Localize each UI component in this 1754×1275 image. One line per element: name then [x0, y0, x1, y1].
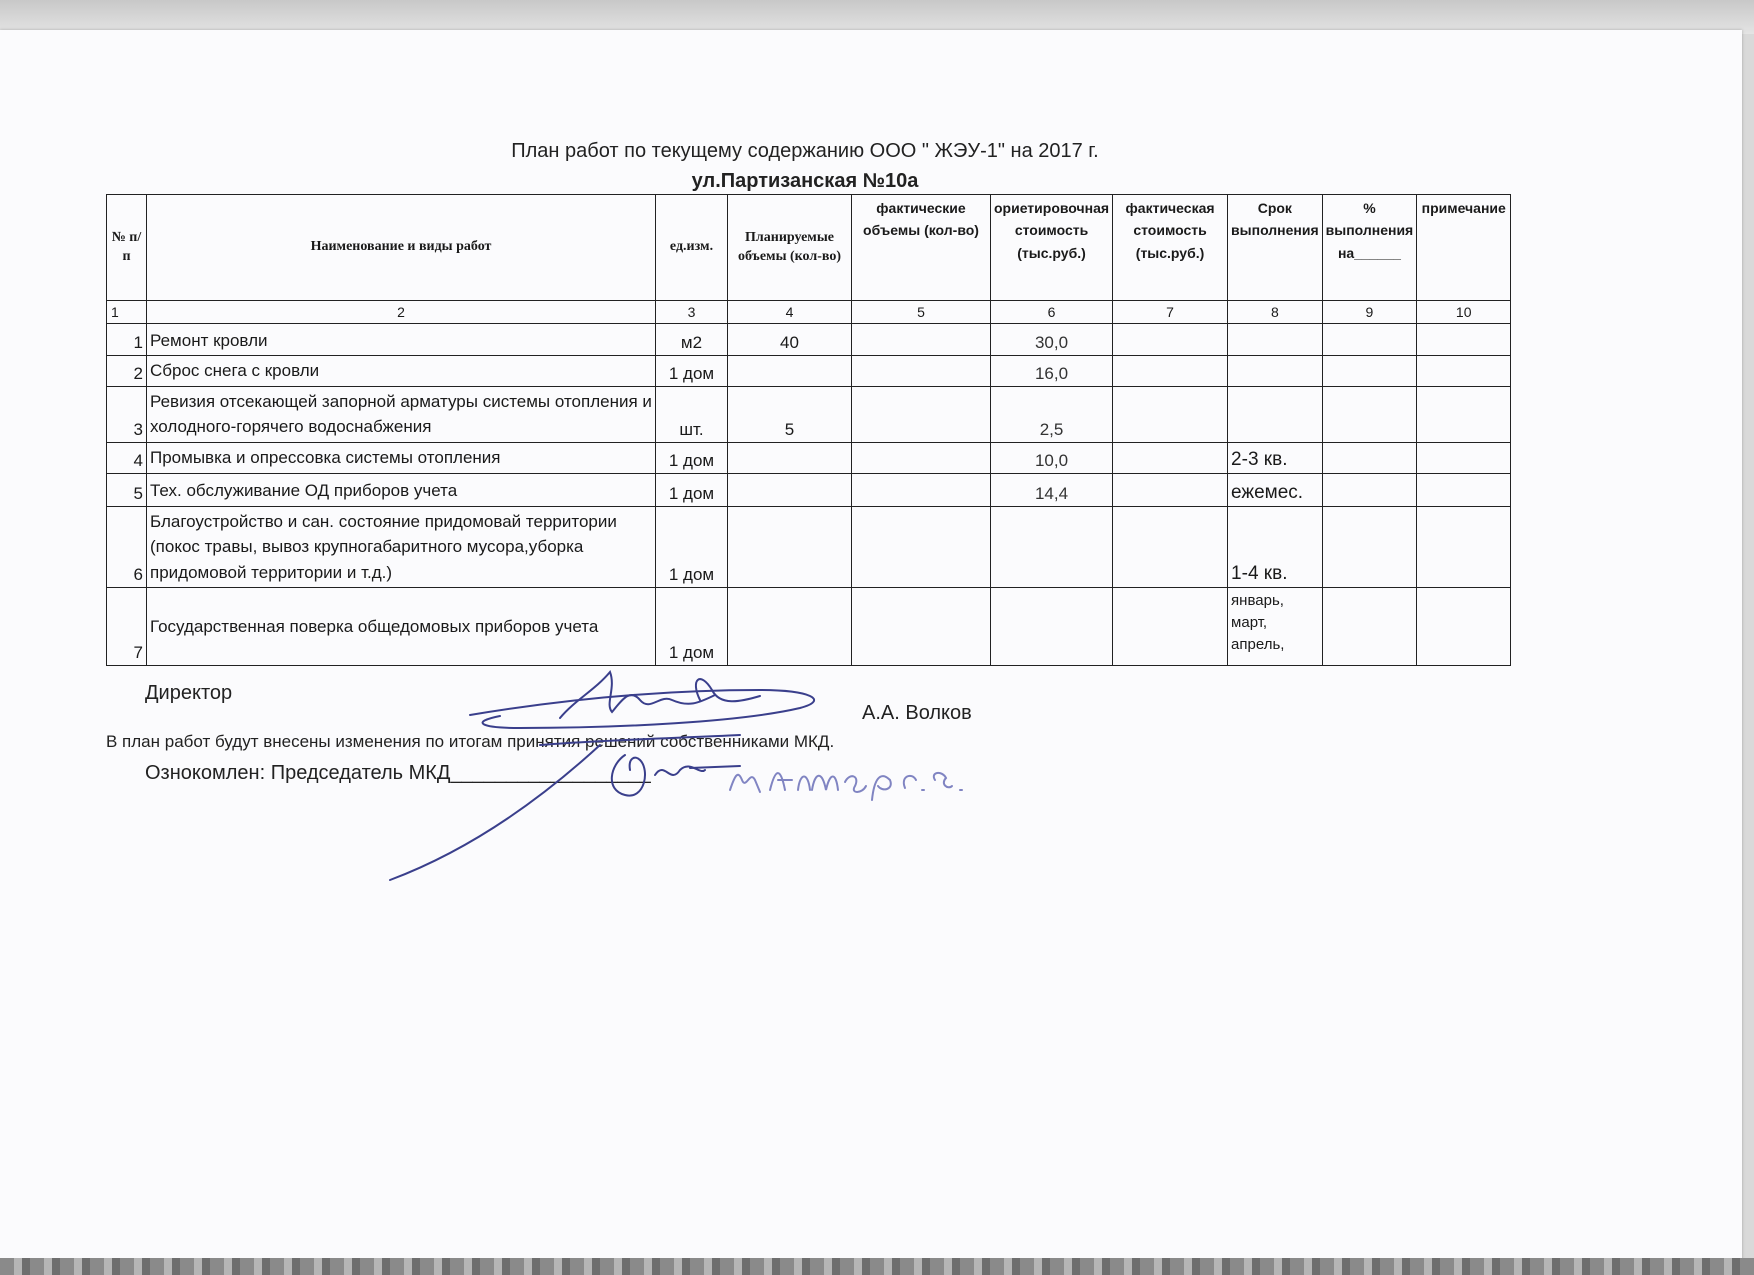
footer-note: В план работ будут внесены изменения по итогам принятия решений собственниками МКД. [106, 732, 835, 751]
row-estimated-cost: 14,4 [991, 473, 1113, 506]
document-title: План работ по текущему содержанию ООО " ЖЭУ-1" на 2017 г. [511, 140, 1099, 162]
director-name: А.А. Волков [862, 702, 972, 724]
row-num: 6 [107, 506, 147, 588]
col-number: 2 [147, 301, 656, 324]
row-estimated-cost: 10,0 [991, 442, 1113, 473]
row-term: 2-3 кв. [1228, 442, 1323, 473]
signature-blank-line: __________________ [450, 762, 651, 784]
col-number: 5 [852, 301, 991, 324]
header-unit: ед.изм. [656, 195, 728, 301]
handwritten-name [730, 773, 962, 800]
col-number: 1 [107, 301, 147, 324]
row-unit: 1 дом [656, 356, 728, 387]
director-signature [390, 672, 814, 880]
col-number: 4 [728, 301, 852, 324]
row-estimated-cost: 2,5 [991, 386, 1113, 442]
col-number: 9 [1322, 301, 1417, 324]
header-planned: Планируемые объемы (кол-во) [728, 195, 852, 301]
header-estimated-cost: ориетировочная стоимость (тыс.руб.) [991, 195, 1113, 301]
row-unit: 1 дом [656, 442, 728, 473]
col-number: 3 [656, 301, 728, 324]
header-percent: % выполнения на______ [1322, 195, 1417, 301]
row-term: 1-4 кв. [1228, 506, 1323, 588]
director-label: Директор [145, 682, 233, 704]
row-estimated-cost: 30,0 [991, 324, 1113, 356]
row-num: 7 [107, 588, 147, 666]
row-name: Промывка и опрессовка системы отопления [147, 442, 656, 473]
row-num: 5 [107, 473, 147, 506]
row-unit: шт. [656, 386, 728, 442]
scan-bottom-edge [0, 1258, 1754, 1275]
header-name: Наименование и виды работ [147, 195, 656, 301]
header-term: Срок выполнения [1228, 195, 1323, 301]
row-name: Ремонт кровли [147, 324, 656, 356]
row-num: 3 [107, 386, 147, 442]
col-number: 7 [1113, 301, 1228, 324]
header-actual-volume: фактические объемы (кол-во) [852, 195, 991, 301]
document-subtitle: ул.Партизанская №10а [691, 170, 919, 192]
acknowledgement-text: Ознокомлен: Председатель МКД [145, 762, 451, 784]
row-term: январь, март, апрель, [1228, 588, 1323, 666]
col-number: 10 [1417, 301, 1511, 324]
row-term: ежемес. [1228, 473, 1323, 506]
row-unit: м2 [656, 324, 728, 356]
row-planned: 5 [728, 386, 852, 442]
row-num: 1 [107, 324, 147, 356]
col-number: 6 [991, 301, 1113, 324]
row-name: Тех. обслуживание ОД приборов учета [147, 473, 656, 506]
chairman-signature [612, 755, 740, 796]
col-number: 8 [1228, 301, 1323, 324]
row-name: Благоустройство и сан. состояние придомовай территории (покос травы, вывоз крупногабаритного мусора,уборка придомовой территории и т.д.) [147, 506, 656, 588]
row-unit: 1 дом [656, 588, 728, 666]
row-num: 4 [107, 442, 147, 473]
row-unit: 1 дом [656, 473, 728, 506]
row-planned: 40 [728, 324, 852, 356]
row-name: Сброс снега с кровли [147, 356, 656, 387]
header-note: примечание [1417, 195, 1511, 301]
header-actual-cost: фактическая стоимость (тыс.руб.) [1113, 195, 1228, 301]
row-name: Государственная поверка общедомовых приборов учета [147, 588, 656, 666]
row-unit: 1 дом [656, 506, 728, 588]
row-estimated-cost: 16,0 [991, 356, 1113, 387]
header-num: № п/п [107, 195, 147, 301]
row-num: 2 [107, 356, 147, 387]
row-name: Ревизия отсекающей запорной арматуры системы отопления и холодного-горячего водоснабжения [147, 386, 656, 442]
